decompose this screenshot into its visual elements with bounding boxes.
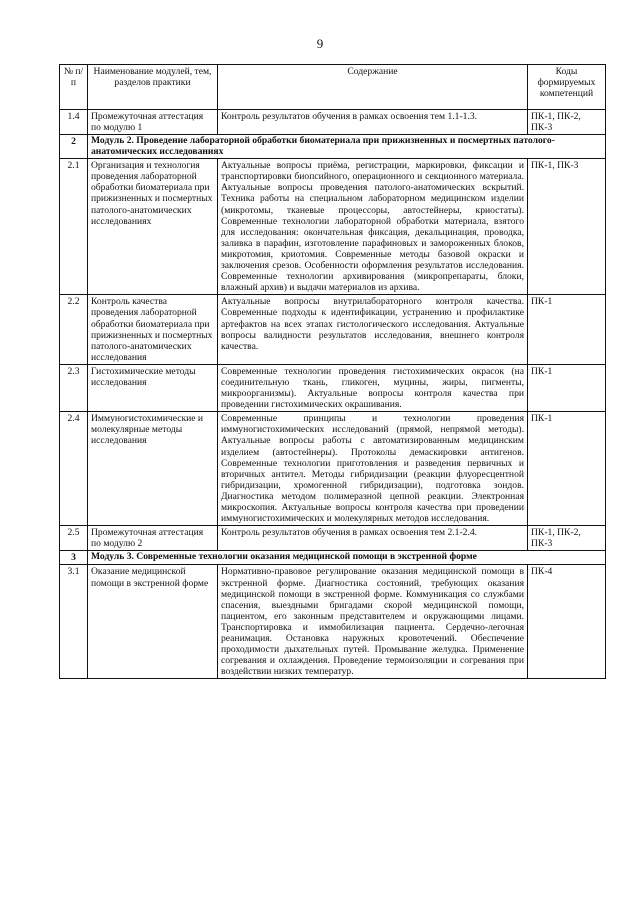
row-name: Гистохимические методы исследования bbox=[88, 364, 218, 411]
row-content: Актуальные вопросы внутрилабораторного контроля качества. Современные подходы к идентификации, устранению и профилактике артефактов на всех этапах гистологического исследования. Актуальные вопросы валидности результатов исследования, внешнего контроля качества. bbox=[218, 295, 528, 365]
table-row bbox=[60, 364, 606, 411]
table-header-row bbox=[60, 65, 606, 110]
row-num: 2.3 bbox=[60, 364, 88, 411]
row-name: Оказание медицинской помощи в экстренной форме bbox=[88, 565, 218, 679]
table-row bbox=[60, 110, 606, 135]
module-row bbox=[60, 135, 606, 159]
row-codes: ПК-4 bbox=[528, 565, 606, 679]
row-content: Актуальные вопросы приёма, регистрации, маркировки, фиксации и транспортировки биопсийного, операционного и секционного материала. Актуальные вопросы проведения патолого-анатомических вскрытий. Техника работы на специальном лабораторном медицинском изделии (микротомы, тканевые процессоры, автостейнеры, криостаты). Современные технологии лабораторной обработки материала, взятого для исследования: окончательная фиксация, декальцинация, проводка, заливка в парафин, изготовление парафиновых и замороженных блоков, микротомия, криотомия. Современные методы базовой окраски и заключения срезов. Особенности оформления результатов исследования. Современные технологии архивирования (микропрепараты, блоки, влажный архив) и выдачи материалов из архива. bbox=[218, 159, 528, 295]
row-num: 2.5 bbox=[60, 526, 88, 551]
table-row bbox=[60, 295, 606, 365]
module-num: 3 bbox=[60, 551, 88, 565]
row-codes: ПК-1, ПК-2, ПК-3 bbox=[528, 526, 606, 551]
table-row bbox=[60, 565, 606, 679]
header-content: Содержание bbox=[218, 65, 528, 110]
header-name: Наименование модулей, тем, разделов практики bbox=[88, 65, 218, 110]
table-row bbox=[60, 412, 606, 526]
header-num: № п/п bbox=[60, 65, 88, 110]
header-codes: Коды формируемых компетенций bbox=[528, 65, 606, 110]
row-content: Нормативно-правовое регулирование оказания медицинской помощи в экстренной форме. Диагностика состояний, требующих оказания медицинской помощи в экстренной форме. Коммуникация со службами спасения, выездными бригадами скорой медицинской помощи, пациентом, его законным представителем и окружающими лицами. Транспортировка и иммобилизация пациента. Сердечно-легочная реанимация. Остановка наружных кровотечений. Обеспечение проходимости дыхательных путей. Промывание желудка. Применение согревания и охлаждения. Проведение термоизоляции и согревания при воздействии низких температур. bbox=[218, 565, 528, 679]
row-num: 3.1 bbox=[60, 565, 88, 679]
row-codes: ПК-1, ПК-3 bbox=[528, 159, 606, 295]
row-name: Промежуточная аттестация по модулю 1 bbox=[88, 110, 218, 135]
row-codes: ПК-1 bbox=[528, 295, 606, 365]
module-row bbox=[60, 551, 606, 565]
row-codes: ПК-1, ПК-2, ПК-3 bbox=[528, 110, 606, 135]
row-content: Современные принципы и технологии проведения иммуногистохимических исследований (прямой, непрямой методы). Актуальные вопросы работы с автоматизированным медицинским изделием (автостейнеры). Протоколы демаскировки антигенов. Современные технологии приготовления и разведения первичных и вторичных антител. Методы гибридизации (реакции флуоресцентной гибридизации, хромогенной гибридизации), подготовка зондов. Диагностика методом полимеразной цепной реакции. Электронная микроскопия. Актуальные вопросы контроля качества при проведении иммуногистохимических и молекулярных методов исследования. bbox=[218, 412, 528, 526]
practice-modules-table bbox=[59, 64, 606, 679]
table-row bbox=[60, 526, 606, 551]
module-title: Модуль 2. Проведение лабораторной обработки биоматериала при прижизненных и посмертных патолого-анатомических исследованиях bbox=[88, 135, 606, 159]
row-name: Иммуногистохимические и молекулярные методы исследования bbox=[88, 412, 218, 526]
row-name: Промежуточная аттестация по модулю 2 bbox=[88, 526, 218, 551]
row-num: 1.4 bbox=[60, 110, 88, 135]
row-content: Контроль результатов обучения в рамках освоения тем 2.1-2.4. bbox=[218, 526, 528, 551]
table-row bbox=[60, 159, 606, 295]
row-name: Организация и технология проведения лабораторной обработки биоматериала при прижизненных и посмертных патолого-анатомических исследованиях bbox=[88, 159, 218, 295]
module-num: 2 bbox=[60, 135, 88, 159]
module-title: Модуль 3. Современные технологии оказания медицинской помощи в экстренной форме bbox=[88, 551, 606, 565]
row-num: 2.4 bbox=[60, 412, 88, 526]
row-codes: ПК-1 bbox=[528, 412, 606, 526]
page-number: 9 bbox=[316, 36, 324, 51]
row-content: Современные технологии проведения гистохимических окрасок (на соединительную ткань, гликоген, муцины, жиры, пигменты, микроорганизмы). Актуальные вопросы контроля качества при проведении гистохимических окрашивания. bbox=[218, 364, 528, 411]
row-num: 2.1 bbox=[60, 159, 88, 295]
row-codes: ПК-1 bbox=[528, 364, 606, 411]
row-num: 2.2 bbox=[60, 295, 88, 365]
row-content: Контроль результатов обучения в рамках освоения тем 1.1-1.3. bbox=[218, 110, 528, 135]
row-name: Контроль качества проведения лабораторной обработки биоматериала при прижизненных и посмертных патолого-анатомических исследования bbox=[88, 295, 218, 365]
